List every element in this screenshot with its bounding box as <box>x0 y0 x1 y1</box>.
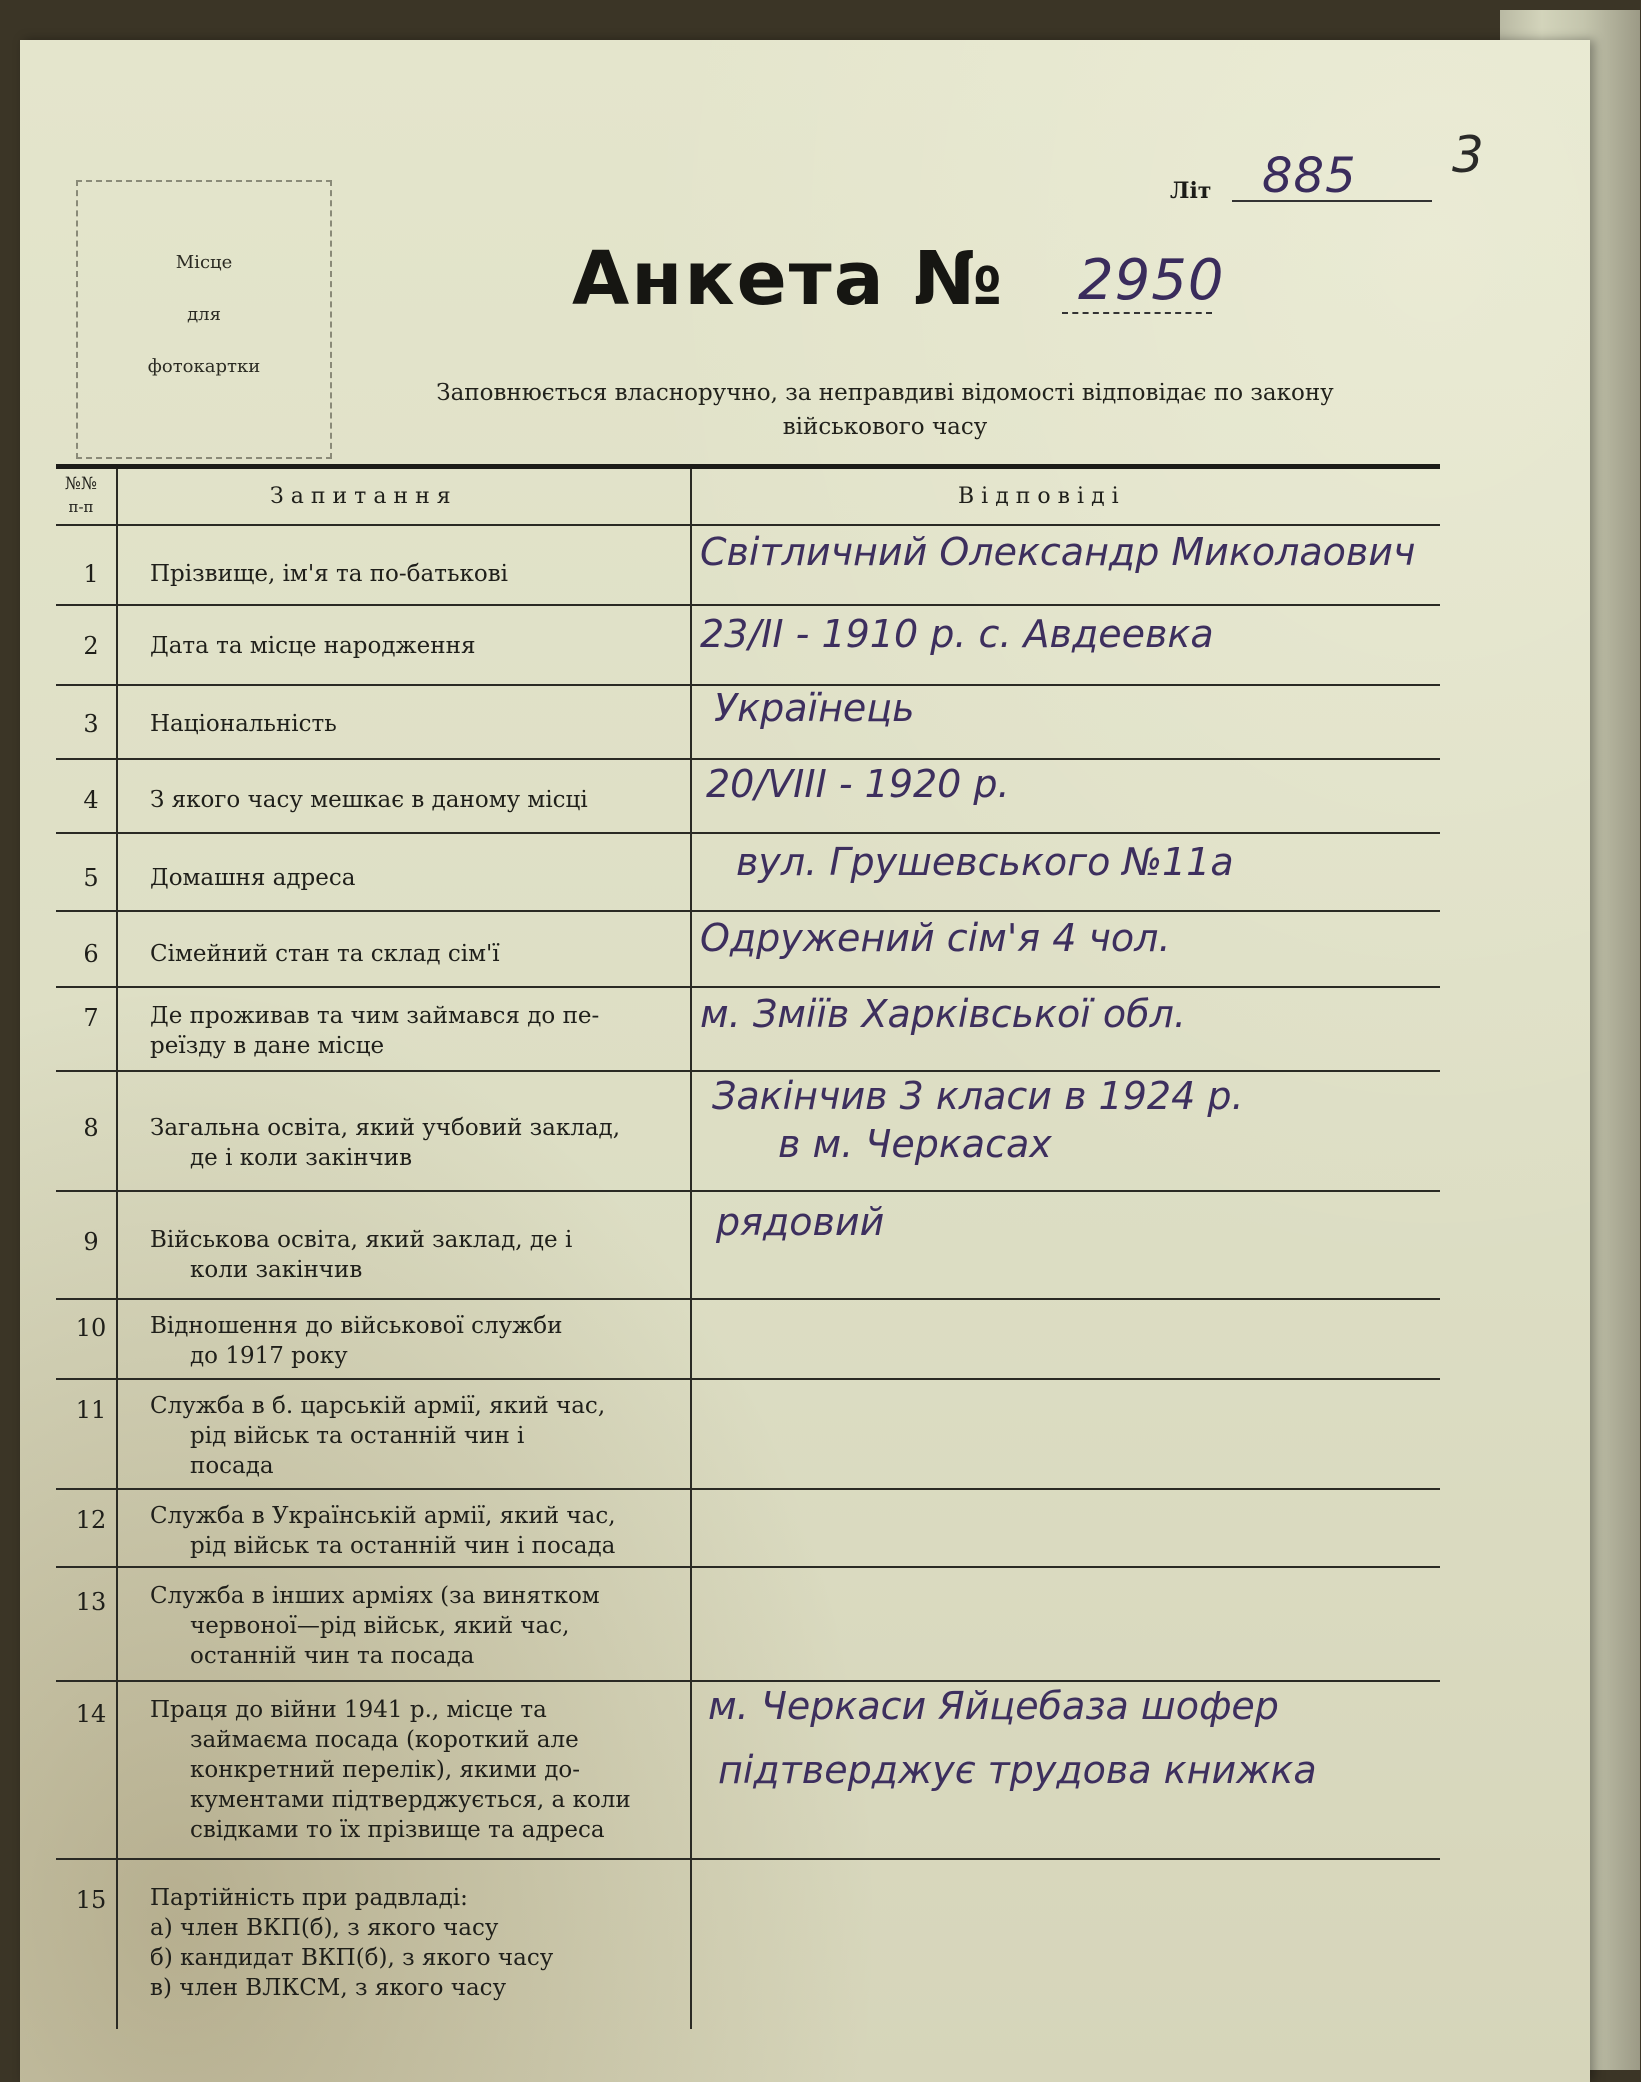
row-1-question: Прізвище, ім'я та по-батькові <box>150 561 508 587</box>
header-bottom-rule <box>56 524 1440 526</box>
col-num-header: №№ <box>64 474 98 494</box>
photo-label-line2: для <box>187 304 221 325</box>
row-7-answer: м. Зміїв Харківської обл. <box>700 992 1186 1036</box>
row-13-question-line2: червоної—рід військ, який час, <box>190 1613 570 1639</box>
row-2-num: 2 <box>83 632 99 660</box>
row-5-question: Домашня адреса <box>150 865 356 891</box>
row-15-question-line3: б) кандидат ВКП(б), з якого часу <box>150 1945 554 1971</box>
row-12-rule <box>56 1566 1440 1568</box>
table-top-rule <box>56 464 1440 469</box>
row-4-answer: 20/VIII - 1920 р. <box>706 762 1010 806</box>
page-number: 3 <box>1452 126 1485 184</box>
row-13-question-line1: Служба в інших арміях (за винятком <box>150 1583 600 1609</box>
col-num-subheader: п-п <box>68 498 94 516</box>
subtitle-line2: військового часу <box>782 414 988 440</box>
row-3-num: 3 <box>83 710 99 738</box>
lit-number: 885 <box>1262 148 1357 204</box>
photo-placeholder <box>76 180 332 459</box>
row-14-question-line3: конкретний перелік), якими до- <box>190 1757 581 1783</box>
row-6-rule <box>56 986 1440 988</box>
row-14-question-line2: займаєма посада (короткий але <box>190 1727 579 1753</box>
row-15-question-line1: Партійність при радвладі: <box>150 1885 468 1911</box>
row-13-question-line3: останній чин та посада <box>190 1643 475 1669</box>
row-14-answer-line2: підтверджує трудова книжка <box>718 1748 1317 1792</box>
form-number: 2950 <box>1078 248 1225 313</box>
row-10-rule <box>56 1378 1440 1380</box>
row-1-num: 1 <box>83 560 99 588</box>
row-6-question: Сімейний стан та склад сім'ї <box>150 941 500 967</box>
row-11-question-line3: посада <box>190 1453 274 1479</box>
row-14-num: 14 <box>75 1700 107 1728</box>
row-14-rule <box>56 1858 1440 1860</box>
row-3-answer: Українець <box>714 686 915 730</box>
photo-label-line3: фотокартки <box>147 356 261 377</box>
row-8-answer-line2: в м. Черкасах <box>778 1122 1052 1166</box>
row-8-question-line1: Загальна освіта, який учбовий заклад, <box>150 1115 621 1141</box>
col-divider-answer <box>690 469 692 2029</box>
form-title: Анкета № <box>572 236 1005 322</box>
row-7-question-line2: реїзду в дане місце <box>150 1033 385 1059</box>
row-3-rule <box>56 758 1440 760</box>
row-9-answer: рядовий <box>716 1200 885 1244</box>
lit-label: Літ <box>1170 178 1212 204</box>
row-5-answer: вул. Грушевського №11а <box>736 840 1234 884</box>
row-10-num: 10 <box>75 1314 107 1342</box>
row-11-question-line1: Служба в б. царській армії, який час, <box>150 1393 606 1419</box>
row-7-num: 7 <box>83 1004 99 1032</box>
row-9-num: 9 <box>83 1228 99 1256</box>
row-1-rule <box>56 604 1440 606</box>
row-12-num: 12 <box>75 1506 107 1534</box>
row-4-rule <box>56 832 1440 834</box>
row-11-rule <box>56 1488 1440 1490</box>
col-question-header: Запитання <box>270 484 458 509</box>
row-15-question-line4: в) член ВЛКСМ, з якого часу <box>150 1975 507 2001</box>
col-answer-header: Відповіді <box>958 484 1126 509</box>
photo-label-line1: Місце <box>175 252 233 273</box>
row-6-answer: Одружений сім'я 4 чол. <box>700 916 1171 960</box>
row-12-question-line1: Служба в Українській армії, який час, <box>150 1503 616 1529</box>
row-14-answer-line1: м. Черкаси Яйцебаза шофер <box>708 1684 1279 1728</box>
row-7-question-line1: Де проживав та чим займався до пе- <box>150 1003 600 1029</box>
row-9-question-line2: коли закінчив <box>190 1257 363 1283</box>
subtitle-line1: Заповнюється власноручно, за неправдиві відомості відповідає по закону <box>436 380 1334 406</box>
row-8-num: 8 <box>83 1114 99 1142</box>
row-4-num: 4 <box>83 786 99 814</box>
row-9-question-line1: Військова освіта, який заклад, де і <box>150 1227 573 1253</box>
row-5-num: 5 <box>83 864 99 892</box>
row-15-question-line2: а) член ВКП(б), з якого часу <box>150 1915 499 1941</box>
row-7-rule <box>56 1070 1440 1072</box>
row-10-question-line1: Відношення до військової служби <box>150 1313 563 1339</box>
row-9-rule <box>56 1298 1440 1300</box>
row-1-answer: Світличний Олександр Миколаович <box>700 530 1416 574</box>
row-13-num: 13 <box>75 1588 107 1616</box>
row-13-rule <box>56 1680 1440 1682</box>
row-14-question-line4: кументами підтверджується, а коли <box>190 1787 631 1813</box>
row-11-question-line2: рід військ та останній чин і <box>190 1423 525 1449</box>
row-10-question-line2: до 1917 року <box>190 1343 348 1369</box>
row-4-question: З якого часу мешкає в даному місці <box>150 787 588 813</box>
row-5-rule <box>56 910 1440 912</box>
row-2-question: Дата та місце народження <box>150 633 476 659</box>
row-2-answer: 23/II - 1910 р. с. Авдеевка <box>700 612 1214 656</box>
row-8-answer-line1: Закінчив 3 класи в 1924 р. <box>712 1074 1244 1118</box>
row-6-num: 6 <box>83 940 99 968</box>
row-12-question-line2: рід військ та останній чин і посада <box>190 1533 616 1559</box>
row-8-question-line2: де і коли закінчив <box>190 1145 413 1171</box>
row-11-num: 11 <box>75 1396 107 1424</box>
row-15-num: 15 <box>75 1886 107 1914</box>
row-14-question-line5: свідками то їх прізвище та адреса <box>190 1817 605 1843</box>
row-3-question: Національність <box>150 711 337 737</box>
row-8-rule <box>56 1190 1440 1192</box>
row-14-question-line1: Праця до війни 1941 р., місце та <box>150 1697 547 1723</box>
